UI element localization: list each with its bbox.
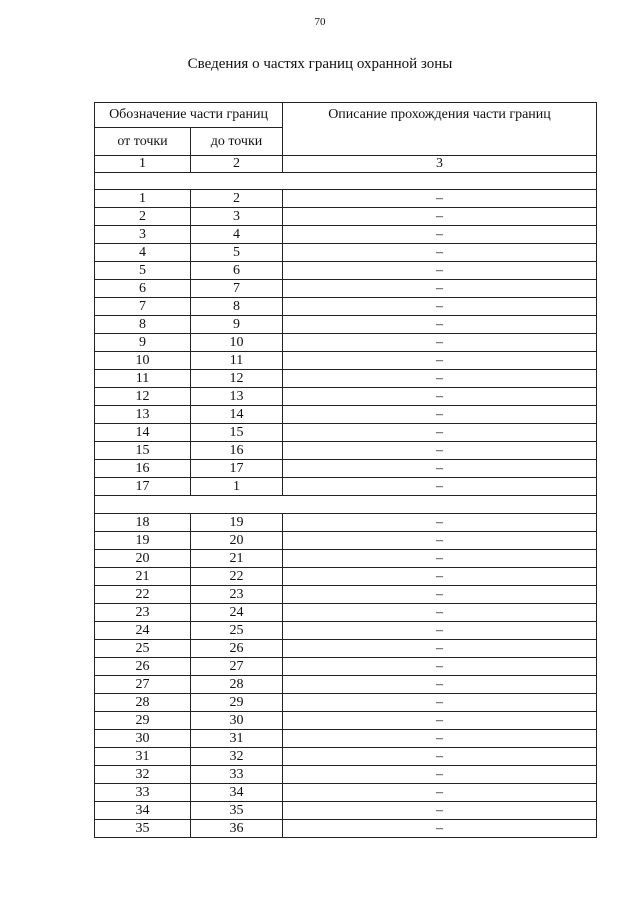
page-title: Сведения о частях границ охранной зоны — [187, 56, 453, 72]
group-label — [95, 173, 597, 190]
group-separator-row — [95, 173, 597, 190]
from-point-cell: 12 — [95, 388, 191, 406]
description-cell: – — [283, 766, 597, 784]
description-cell: – — [283, 622, 597, 640]
table-row — [95, 622, 597, 640]
table-row — [95, 568, 597, 586]
table-row — [95, 694, 597, 712]
table-body — [95, 173, 597, 838]
table-row — [95, 784, 597, 802]
table-row — [95, 460, 597, 478]
from-point-cell: 22 — [95, 586, 191, 604]
table-row — [95, 352, 597, 370]
description-cell: – — [283, 226, 597, 244]
to-point-cell: 23 — [191, 586, 283, 604]
table-row — [95, 388, 597, 406]
from-point-cell: 1 — [95, 190, 191, 208]
from-point-cell: 21 — [95, 568, 191, 586]
from-point-cell: 26 — [95, 658, 191, 676]
to-point-cell: 26 — [191, 640, 283, 658]
to-point-cell: 2 — [191, 190, 283, 208]
column-number-3: 3 — [283, 156, 597, 173]
table-row — [95, 658, 597, 676]
table-row — [95, 424, 597, 442]
description-cell: – — [283, 460, 597, 478]
column-number-1: 1 — [95, 156, 191, 173]
table-row — [95, 712, 597, 730]
description-cell: – — [283, 334, 597, 352]
to-point-cell: 10 — [191, 334, 283, 352]
description-cell: – — [283, 820, 597, 838]
to-point-cell: 33 — [191, 766, 283, 784]
to-point-cell: 5 — [191, 244, 283, 262]
to-point-cell: 8 — [191, 298, 283, 316]
to-point-cell: 14 — [191, 406, 283, 424]
table-row — [95, 604, 597, 622]
to-point-cell: 35 — [191, 802, 283, 820]
header-description: Описание прохождения части границ — [283, 103, 597, 156]
to-point-cell: 32 — [191, 748, 283, 766]
to-point-cell: 27 — [191, 658, 283, 676]
description-cell: – — [283, 550, 597, 568]
description-cell: – — [283, 388, 597, 406]
from-point-cell: 33 — [95, 784, 191, 802]
table-row — [95, 766, 597, 784]
description-cell: – — [283, 208, 597, 226]
table-header — [95, 103, 597, 173]
to-point-cell: 25 — [191, 622, 283, 640]
to-point-cell: 22 — [191, 568, 283, 586]
from-point-cell: 30 — [95, 730, 191, 748]
to-point-cell: 3 — [191, 208, 283, 226]
from-point-cell: 23 — [95, 604, 191, 622]
from-point-cell: 35 — [95, 820, 191, 838]
description-cell: – — [283, 316, 597, 334]
description-cell: – — [283, 748, 597, 766]
from-point-cell: 29 — [95, 712, 191, 730]
to-point-cell: 21 — [191, 550, 283, 568]
from-point-cell: 27 — [95, 676, 191, 694]
description-cell: – — [283, 694, 597, 712]
from-point-cell: 10 — [95, 352, 191, 370]
to-point-cell: 9 — [191, 316, 283, 334]
table-row — [95, 262, 597, 280]
table-row — [95, 370, 597, 388]
to-point-cell: 6 — [191, 262, 283, 280]
page-number: 70 — [314, 16, 326, 28]
to-point-cell: 28 — [191, 676, 283, 694]
table-row — [95, 298, 597, 316]
from-point-cell: 14 — [95, 424, 191, 442]
description-cell: – — [283, 262, 597, 280]
from-point-cell: 31 — [95, 748, 191, 766]
to-point-cell: 13 — [191, 388, 283, 406]
table-row — [95, 820, 597, 838]
to-point-cell: 4 — [191, 226, 283, 244]
from-point-cell: 3 — [95, 226, 191, 244]
from-point-cell: 9 — [95, 334, 191, 352]
group-label — [95, 496, 597, 514]
description-cell: – — [283, 406, 597, 424]
description-cell: – — [283, 298, 597, 316]
from-point-cell: 15 — [95, 442, 191, 460]
table-row — [95, 730, 597, 748]
boundary-parts-table — [94, 102, 597, 838]
from-point-cell: 7 — [95, 298, 191, 316]
to-point-cell: 29 — [191, 694, 283, 712]
table-row — [95, 748, 597, 766]
to-point-cell: 19 — [191, 514, 283, 532]
table-row — [95, 586, 597, 604]
description-cell: – — [283, 676, 597, 694]
group-separator-row — [95, 496, 597, 514]
from-point-cell: 8 — [95, 316, 191, 334]
to-point-cell: 7 — [191, 280, 283, 298]
table-row — [95, 532, 597, 550]
from-point-cell: 25 — [95, 640, 191, 658]
to-point-cell: 36 — [191, 820, 283, 838]
description-cell: – — [283, 658, 597, 676]
description-cell: – — [283, 586, 597, 604]
table-row — [95, 802, 597, 820]
from-point-cell: 32 — [95, 766, 191, 784]
table-row — [95, 316, 597, 334]
table-row — [95, 478, 597, 496]
from-point-cell: 2 — [95, 208, 191, 226]
from-point-cell: 6 — [95, 280, 191, 298]
description-cell: – — [283, 712, 597, 730]
table-row — [95, 226, 597, 244]
from-point-cell: 34 — [95, 802, 191, 820]
to-point-cell: 11 — [191, 352, 283, 370]
table-row — [95, 334, 597, 352]
description-cell: – — [283, 244, 597, 262]
table-row — [95, 406, 597, 424]
description-cell: – — [283, 424, 597, 442]
from-point-cell: 20 — [95, 550, 191, 568]
to-point-cell: 24 — [191, 604, 283, 622]
description-cell: – — [283, 370, 597, 388]
to-point-cell: 17 — [191, 460, 283, 478]
table-row — [95, 208, 597, 226]
table-row — [95, 676, 597, 694]
header-part-designation: Обозначение части границ — [95, 103, 283, 128]
header-to-point: до точки — [191, 128, 283, 156]
from-point-cell: 17 — [95, 478, 191, 496]
description-cell: – — [283, 514, 597, 532]
description-cell: – — [283, 280, 597, 298]
to-point-cell: 34 — [191, 784, 283, 802]
table-row — [95, 514, 597, 532]
from-point-cell: 11 — [95, 370, 191, 388]
table-row — [95, 244, 597, 262]
from-point-cell: 5 — [95, 262, 191, 280]
table-row — [95, 442, 597, 460]
to-point-cell: 1 — [191, 478, 283, 496]
description-cell: – — [283, 478, 597, 496]
to-point-cell: 12 — [191, 370, 283, 388]
description-cell: – — [283, 568, 597, 586]
header-from-point: от точки — [95, 128, 191, 156]
from-point-cell: 4 — [95, 244, 191, 262]
table-row — [95, 190, 597, 208]
description-cell: – — [283, 640, 597, 658]
to-point-cell: 16 — [191, 442, 283, 460]
description-cell: – — [283, 532, 597, 550]
table-row — [95, 550, 597, 568]
description-cell: – — [283, 604, 597, 622]
description-cell: – — [283, 802, 597, 820]
from-point-cell: 13 — [95, 406, 191, 424]
description-cell: – — [283, 352, 597, 370]
description-cell: – — [283, 442, 597, 460]
description-cell: – — [283, 730, 597, 748]
table-row — [95, 280, 597, 298]
from-point-cell: 16 — [95, 460, 191, 478]
to-point-cell: 30 — [191, 712, 283, 730]
to-point-cell: 31 — [191, 730, 283, 748]
table-row — [95, 640, 597, 658]
from-point-cell: 28 — [95, 694, 191, 712]
from-point-cell: 19 — [95, 532, 191, 550]
to-point-cell: 15 — [191, 424, 283, 442]
from-point-cell: 24 — [95, 622, 191, 640]
to-point-cell: 20 — [191, 532, 283, 550]
description-cell: – — [283, 784, 597, 802]
description-cell: – — [283, 190, 597, 208]
column-number-2: 2 — [191, 156, 283, 173]
from-point-cell: 18 — [95, 514, 191, 532]
